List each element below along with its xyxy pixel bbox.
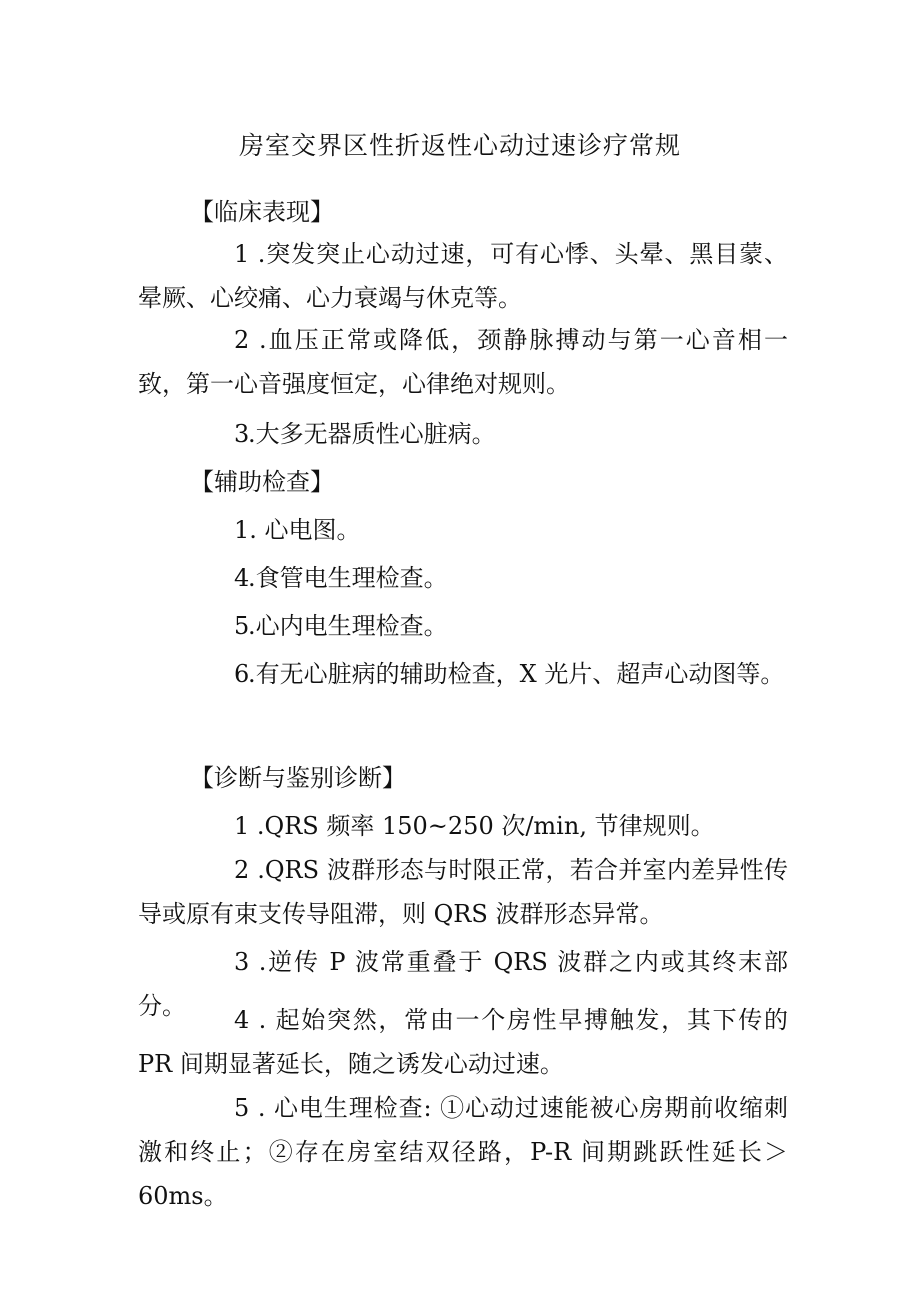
clinical-item-3 [138, 412, 788, 456]
item-number: 1 [234, 240, 250, 268]
diag-item-5 [138, 1086, 788, 1218]
page-title: 房室交界区性折返性心动过速诊疗常规 [238, 131, 681, 160]
item-number: 5 [234, 612, 250, 640]
item-text: .有无心脏病的辅助检查，X 光片、超声心动图等。 [248, 660, 785, 688]
aux-item-6 [138, 652, 788, 696]
item-text: .QRS 频率 150~250 次/min, 节律规则。 [249, 812, 715, 840]
item-number: 1 [234, 812, 250, 840]
section-heading-clinical: 【临床表现】 [190, 198, 334, 226]
item-number: 3 [234, 948, 250, 976]
item-number: 3 [234, 420, 250, 448]
item-text: .心内电生理检查。 [248, 612, 448, 640]
item-text: .QRS 波群形态与时限正常，若合并室内差异性传导或原有束支传导阻滞，则 QRS 波群形态异常。 [138, 856, 788, 928]
section-heading-aux: 【辅助检查】 [190, 468, 334, 496]
item-text: . 起始突然，常由一个房性早搏触发，其下传的 PR 间期显著延长，随之诱发心动过速。 [138, 1006, 788, 1078]
item-text: .逆传 P 波常重叠于 QRS 波群之内或其终末部分。 [138, 948, 788, 1020]
diag-item-4 [138, 998, 788, 1086]
clinical-item-1 [138, 232, 788, 320]
item-number: 2 [234, 326, 250, 354]
section-heading-diag: 【诊断与鉴别诊断】 [190, 764, 406, 792]
item-number: 1 [234, 516, 250, 544]
item-text: . 心电生理检查: ①心动过速能被心房期前收缩刺激和终止；②存在房室结双径路，P-R 间期跳跃性延长＞60ms。 [138, 1094, 788, 1210]
item-text: .食管电生理检查。 [248, 564, 448, 592]
item-text: .血压正常或降低，颈静脉搏动与第一心音相一致，第一心音强度恒定，心律绝对规则。 [138, 326, 788, 398]
item-number: 4 [234, 1006, 250, 1034]
aux-item-1 [138, 508, 788, 552]
item-number: 5 [234, 1094, 250, 1122]
item-text: .突发突止心动过速，可有心悸、头晕、黑目蒙、晕厥、心绞痛、心力衰竭与休克等。 [138, 240, 788, 312]
aux-item-4 [138, 556, 788, 600]
item-number: 4 [234, 564, 250, 592]
item-number: 2 [234, 856, 250, 884]
clinical-item-2 [138, 318, 788, 406]
diag-item-2 [138, 848, 788, 936]
diag-item-1 [138, 804, 788, 848]
item-number: 6 [234, 660, 250, 688]
item-text: .大多无器质性心脏病。 [248, 420, 496, 448]
aux-item-5 [138, 604, 788, 648]
item-text: . 心电图。 [249, 516, 361, 544]
